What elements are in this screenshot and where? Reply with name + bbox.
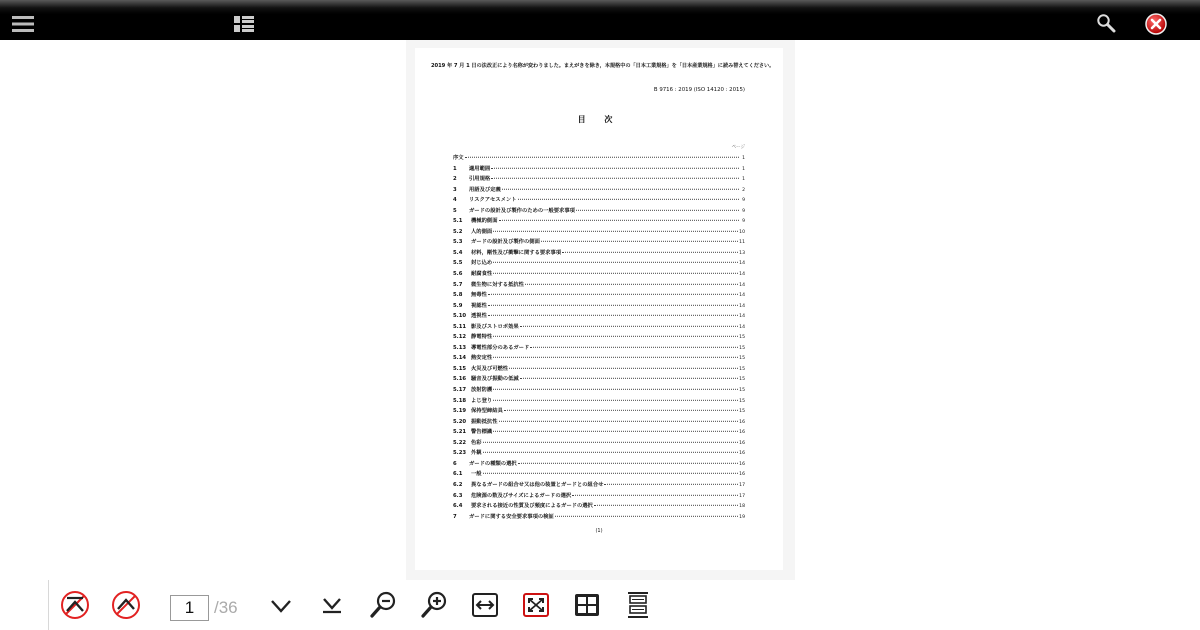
toc-entry-number: 5.7 [453, 281, 463, 288]
toc-entry[interactable] [453, 206, 745, 217]
toc-entry-number: 5.20 [453, 418, 467, 425]
toc-entry[interactable] [453, 332, 745, 343]
table-of-contents [453, 153, 745, 522]
toc-entry-page: 15 [739, 377, 745, 383]
toc-entry-label: 影及びストロボ効果 [471, 323, 519, 330]
toc-leader-dots [555, 515, 738, 516]
close-icon[interactable] [1145, 13, 1167, 35]
toc-entry-label: 微生物に対する抵抗性 [471, 281, 524, 288]
toc-entry[interactable] [453, 185, 745, 196]
toc-entry-page: 11 [739, 240, 745, 246]
toc-entry-label: 封じ込め [471, 260, 493, 267]
toc-entry-page: 1 [742, 177, 745, 183]
toc-entry-label: 用語及び定義 [469, 186, 501, 193]
first-page-icon[interactable] [60, 590, 90, 620]
toc-entry-page: 14 [739, 261, 745, 267]
page-number-input[interactable] [170, 595, 209, 621]
toc-entry-page: 18 [739, 504, 745, 510]
toc-leader-dots [493, 431, 738, 432]
toc-entry-page: 10 [739, 229, 745, 235]
toc-entry[interactable] [453, 269, 745, 280]
toc-entry[interactable] [453, 280, 745, 291]
toc-entry-page: 14 [739, 293, 745, 299]
toc-entry-number: 5.19 [453, 408, 467, 415]
toc-entry-label: 静電特性 [471, 334, 493, 341]
toc-leader-dots [594, 505, 738, 506]
toc-leader-dots [488, 315, 738, 316]
document-page[interactable] [415, 48, 783, 570]
toc-entry[interactable] [453, 216, 745, 227]
toc-entry-label: ガードの種類の選択 [469, 460, 517, 467]
toc-leader-dots [509, 368, 738, 369]
toc-entry[interactable] [453, 258, 745, 269]
toc-entry-page: 15 [739, 345, 745, 351]
toc-entry[interactable] [453, 491, 745, 502]
toc-leader-dots [493, 389, 738, 390]
last-page-icon[interactable] [317, 590, 347, 620]
toc-leader-dots [491, 167, 739, 168]
toc-entry-label: 要求される接近の性質及び頻度によるガードの選択 [471, 503, 593, 510]
toc-entry-label: ガードの設計及び製作の側面 [471, 239, 540, 246]
toc-entry-label: リスクアセスメント [469, 197, 517, 204]
toc-entry-label: 保持型締結具 [471, 408, 503, 415]
toc-leader-dots [493, 399, 738, 400]
toc-leader-dots [499, 420, 739, 421]
toc-entry-page: 2 [742, 187, 745, 193]
toc-entry[interactable] [453, 480, 745, 491]
toc-entry-page: 1 [742, 166, 745, 172]
toc-entry-number: 5.4 [453, 249, 463, 256]
toc-entry[interactable] [453, 322, 745, 333]
continuous-scroll-icon[interactable] [623, 590, 653, 620]
toc-entry-page: 14 [739, 314, 745, 320]
toc-entry[interactable] [453, 417, 745, 428]
toc-entry-label: 序文 [453, 155, 464, 161]
toc-entry-page: 14 [739, 303, 745, 309]
toc-leader-dots [576, 210, 739, 211]
top-toolbar [0, 0, 1200, 40]
toc-entry[interactable] [453, 427, 745, 438]
toc-leader-dots [483, 473, 739, 474]
toc-entry-number: 6.3 [453, 492, 463, 499]
toc-entry[interactable] [453, 153, 745, 164]
toc-entry[interactable] [453, 364, 745, 375]
toc-entry-number: 5.18 [453, 397, 467, 404]
toc-entry-page: 15 [739, 356, 745, 362]
toc-entry-page: 9 [742, 219, 745, 225]
toc-entry-label: ガードに関する安全要求事項の検証 [469, 513, 554, 520]
page-folio: (1) [595, 528, 603, 534]
toc-entry[interactable] [453, 174, 745, 185]
toc-entry[interactable] [453, 301, 745, 312]
toc-entry-page: 15 [739, 409, 745, 415]
toc-entry-number: 5.10 [453, 313, 467, 320]
page-column-header: ページ [731, 145, 745, 150]
toc-leader-dots [483, 442, 739, 443]
toc-leader-dots [499, 220, 740, 221]
toc-entry-label: 火災及び可燃性 [471, 365, 509, 372]
toc-entry[interactable] [453, 237, 745, 248]
toc-leader-dots [518, 463, 738, 464]
toc-leader-dots [530, 347, 738, 348]
page-total: /36 [214, 598, 238, 617]
toc-leader-dots [488, 294, 738, 295]
toc-entry[interactable] [453, 248, 745, 259]
toc-entry-label: 振動抵抗性 [471, 418, 498, 425]
toc-entry[interactable] [453, 406, 745, 417]
toolbar-divider [48, 580, 49, 630]
toc-entry-label: 適用範囲 [469, 165, 491, 172]
toc-entry[interactable] [453, 396, 745, 407]
toc-entry-number: 5.2 [453, 228, 463, 235]
toc-entry-number: 5.17 [453, 387, 467, 394]
toc-entry-label: 視認性 [471, 302, 487, 309]
fit-page-icon[interactable] [521, 590, 551, 620]
toc-entry[interactable] [453, 374, 745, 385]
toc-leader-dots [518, 199, 739, 200]
toc-entry-label: ガードの設計及び製作のための一般要求事項 [469, 207, 575, 214]
toc-leader-dots [572, 494, 738, 495]
toc-entry-number: 5.9 [453, 302, 463, 309]
toc-entry-label: 熱安定性 [471, 355, 493, 362]
toc-entry[interactable] [453, 353, 745, 364]
toc-entry-page: 15 [739, 335, 745, 341]
toc-entry[interactable] [453, 290, 745, 301]
toc-entry-label: 機械的側面 [471, 218, 498, 225]
toc-entry-number: 5.5 [453, 260, 463, 267]
toc-entry-page: 9 [742, 208, 745, 214]
toc-entry-label: 色彩 [471, 439, 482, 446]
toc-leader-dots [493, 273, 738, 274]
toc-leader-dots [491, 178, 739, 179]
toc-entry-number: 1 [453, 165, 457, 172]
toc-entry-label: 無毒性 [471, 292, 487, 299]
toc-entry-label: 透視性 [471, 313, 487, 320]
two-page-icon[interactable] [572, 590, 602, 620]
toc-entry-label: 外観 [471, 450, 482, 457]
toc-entry[interactable] [453, 227, 745, 238]
toc-entry-page: 16 [739, 430, 745, 436]
toc-leader-dots [493, 262, 738, 263]
toc-leader-dots [488, 304, 738, 305]
toc-entry-label: 騒音及び振動の低減 [471, 376, 519, 383]
toc-entry-number: 5.11 [453, 323, 467, 330]
toc-entry-label: 材料，剛性及び衝撃に関する要求事項 [471, 249, 562, 256]
toc-entry-page: 19 [739, 514, 745, 520]
toc-entry-number: 5.16 [453, 376, 467, 383]
toc-entry[interactable] [453, 343, 745, 354]
toc-entry-number: 4 [453, 197, 457, 204]
toc-entry-number: 5.14 [453, 355, 467, 362]
toc-entry-label: 導電性部分のあるガード [471, 344, 530, 351]
toc-entry-number: 6.1 [453, 471, 463, 478]
toc-entry-page: 15 [739, 398, 745, 404]
toc-entry-number: 5.8 [453, 292, 463, 299]
toc-entry-label: 危険源の数及びサイズによるガードの選択 [471, 492, 572, 499]
toc-entry[interactable] [453, 469, 745, 480]
toc-entry-number: 2 [453, 176, 457, 183]
search-icon[interactable] [1096, 13, 1116, 33]
toc-entry[interactable] [453, 195, 745, 206]
fit-width-icon[interactable] [470, 590, 500, 620]
toc-entry-label: 耐腐食性 [471, 271, 493, 278]
toc-entry-number: 5.22 [453, 439, 467, 446]
toc-entry-number: 5.13 [453, 344, 467, 351]
bottom-toolbar [0, 580, 1200, 630]
toc-entry[interactable] [453, 448, 745, 459]
toc-entry[interactable] [453, 459, 745, 470]
toc-leader-dots [493, 231, 738, 232]
toc-entry-page: 1 [742, 156, 745, 161]
toc-leader-dots [604, 484, 738, 485]
toc-entry-label: 放射防護 [471, 387, 493, 394]
toc-leader-dots [493, 336, 738, 337]
thumbnails-icon[interactable] [234, 16, 254, 32]
toc-entry-page: 16 [739, 461, 745, 467]
toc-entry-number: 6.2 [453, 481, 463, 488]
toc-entry-page: 14 [739, 324, 745, 330]
toc-entry-number: 6.4 [453, 503, 463, 510]
toc-entry[interactable] [453, 438, 745, 449]
toc-entry-label: 人的側面 [471, 228, 493, 235]
toc-leader-dots [502, 188, 739, 189]
toc-entry-page: 15 [739, 388, 745, 394]
toc-entry-page: 13 [739, 250, 745, 256]
toc-entry-page: 16 [739, 472, 745, 478]
toc-leader-dots [525, 283, 738, 284]
toc-entry-number: 5.3 [453, 239, 463, 246]
toc-entry-number: 5.21 [453, 429, 467, 436]
toc-entry-number: 3 [453, 186, 457, 193]
menu-icon[interactable] [12, 15, 34, 33]
toc-entry-page: 14 [739, 282, 745, 288]
toc-entry-page: 15 [739, 366, 745, 372]
toc-entry[interactable] [453, 501, 745, 512]
toc-entry-number: 6 [453, 460, 457, 467]
toc-entry-page: 16 [739, 419, 745, 425]
toc-entry-label: よじ登り [471, 397, 493, 404]
toc-entry[interactable] [453, 512, 745, 523]
toc-entry-number: 5.15 [453, 365, 467, 372]
toc-leader-dots [465, 157, 739, 158]
standard-number: B 9716 : 2019 (ISO 14120 : 2015) [653, 87, 745, 93]
toc-entry-number: 5.1 [453, 218, 463, 225]
toc-entry-label: 異なるガードの組合せ又は他の装置とガードとの組合せ [471, 481, 604, 488]
toc-entry-number: 5.23 [453, 450, 467, 457]
toc-leader-dots [562, 252, 738, 253]
renaming-notice: 2019 年 7 月 1 日の法改正により名称が変わりました。まえがきを除き，本規格中の「日本工業規格」を「日本産業規格」に読み替えてください。 [431, 63, 775, 69]
toc-entry[interactable] [453, 311, 745, 322]
toc-leader-dots [493, 357, 738, 358]
toc-leader-dots [541, 241, 738, 242]
toc-entry-label: 警告標識 [471, 429, 493, 436]
toc-entry-page: 16 [739, 440, 745, 446]
toc-entry-page: 14 [739, 272, 745, 278]
next-page-icon[interactable] [266, 590, 296, 620]
toc-entry-page: 17 [739, 493, 745, 499]
toc-entry-page: 16 [739, 451, 745, 457]
toc-entry-number: 5.12 [453, 334, 467, 341]
toc-entry-label: 引用規格 [469, 176, 491, 183]
toc-entry-number: 7 [453, 513, 457, 520]
zoom-out-icon[interactable] [368, 590, 398, 620]
toc-entry-number: 5.6 [453, 271, 463, 278]
toc-entry[interactable] [453, 164, 745, 175]
toc-title: 目 次 [577, 115, 621, 124]
toc-entry-number: 5 [453, 207, 457, 214]
zoom-in-icon[interactable] [419, 590, 449, 620]
toc-entry-label: 一般 [471, 471, 482, 478]
toc-leader-dots [483, 452, 739, 453]
toc-leader-dots [520, 378, 738, 379]
toc-leader-dots [504, 410, 738, 411]
previous-page-icon[interactable] [111, 590, 141, 620]
toc-entry[interactable] [453, 385, 745, 396]
toc-leader-dots [520, 326, 738, 327]
toc-entry-page: 17 [739, 482, 745, 488]
toc-entry-page: 9 [742, 198, 745, 204]
